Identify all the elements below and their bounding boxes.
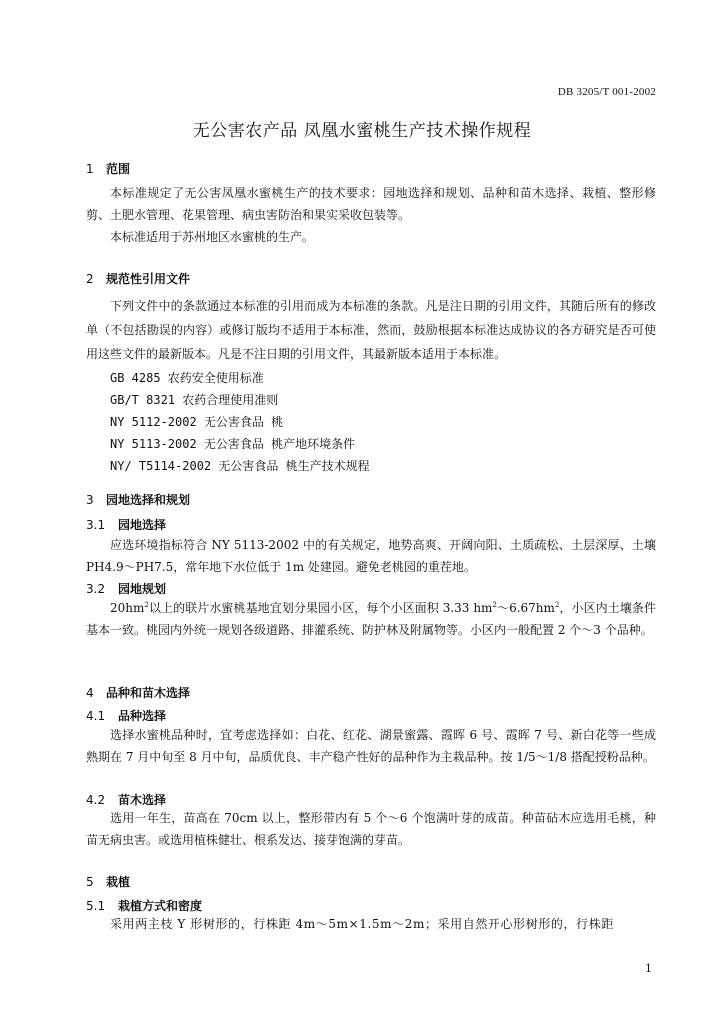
s4-2-paragraph: 选用一年生，苗高在 70cm 以上，整形带内有 5 个～6 个饱满叶芽的成苗。种苗砧木应选用毛桃，种苗无病虫害。或选用植株健壮、根系发达、接芽饱满的芽苗。 bbox=[86, 811, 656, 847]
subsection-heading-4-2: 4.2 苗木选择 bbox=[86, 793, 167, 807]
subsection-heading-3-1: 3.1 园地选择 bbox=[86, 518, 167, 532]
s3-2-paragraph: $20hm^2$以上的联片水蜜桃基地宜划分果园小区，每个小区面积 3.33 $hm^2\sim 6.67hm^2$，小区内土壤条件基本一致。桃园内外统一规划各级道路、排灌系统、防护林及附属物等。小区内一般配置 2 个～3 个品种。 bbox=[86, 601, 656, 637]
s4-1-paragraph: 选择水蜜桃品种时，宜考虑选择如：白花、红花、湖景蜜露、霞晖 6 号、霞晖 7 号、新白花等一些成熟期在 7 月中旬至 8 月中旬，品质优良、丰产稳产性好的品种作为主栽品种。按 1/5～1/8 搭配授粉品种。 bbox=[86, 728, 656, 764]
page-number: 1 bbox=[645, 962, 652, 975]
s1-paragraph-2: 本标准适用于苏州地区水蜜桃的生产。 bbox=[110, 230, 315, 244]
reference-item: NY/ T5114-2002 无公害食品 桃生产技术规程 bbox=[110, 459, 370, 473]
reference-item: GB 4285 农药安全使用标准 bbox=[110, 371, 264, 385]
section-heading-1: 1 范围 bbox=[86, 162, 131, 176]
section-heading-4: 4 品种和苗木选择 bbox=[86, 686, 191, 700]
s3-1-paragraph: 应选环境指标符合 NY 5113-2002 中的有关规定，地势高爽、开阔向阳、土质疏松、土层深厚、土壤PH4.9～PH7.5，常年地下水位低于 1m 处建园。避免老桃园的重茬地。 bbox=[86, 538, 656, 574]
subsection-heading-4-1: 4.1 品种选择 bbox=[86, 709, 167, 723]
section-heading-5: 5 栽植 bbox=[86, 875, 131, 889]
s5-1-paragraph: 采用两主枝 Y 形树形的，行株距 4m～5m×1.5m～2m；采用自然开心形树形的，行株距 bbox=[110, 917, 614, 931]
standard-code: DB 3205/T 001-2002 bbox=[557, 86, 656, 98]
reference-item: GB/T 8321 农药合理使用准则 bbox=[110, 393, 279, 407]
reference-item: NY 5112-2002 无公害食品 桃 bbox=[110, 415, 284, 429]
subsection-heading-5-1: 5.1 栽植方式和密度 bbox=[86, 899, 203, 913]
s1-paragraph-1: 本标准规定了无公害凤凰水蜜桃生产的技术要求：园地选择和规划、品种和苗木选择、栽植、整形修剪、土肥水管理、花果管理、病虫害防治和果实采收包装等。 bbox=[86, 186, 656, 222]
section-heading-3: 3 园地选择和规划 bbox=[86, 493, 191, 507]
s2-paragraph-1: 下列文件中的条款通过本标准的引用而成为本标准的条款。凡是注日期的引用文件，其随后所有的修改单（不包括勘误的内容）或修订版均不适用于本标准，然而，鼓励根据本标准达成协议的各方研究是否可使用这些文件的最新版本。凡是不注日期的引用文件，其最新版本适用于本标准。 bbox=[86, 299, 656, 361]
subsection-heading-3-2: 3.2 园地规划 bbox=[86, 582, 167, 596]
reference-item: NY 5113-2002 无公害食品 桃产地环境条件 bbox=[110, 437, 356, 451]
document-title: 无公害农产品 凤凰水蜜桃生产技术操作规程 bbox=[192, 121, 532, 141]
section-heading-2: 2 规范性引用文件 bbox=[86, 272, 191, 286]
